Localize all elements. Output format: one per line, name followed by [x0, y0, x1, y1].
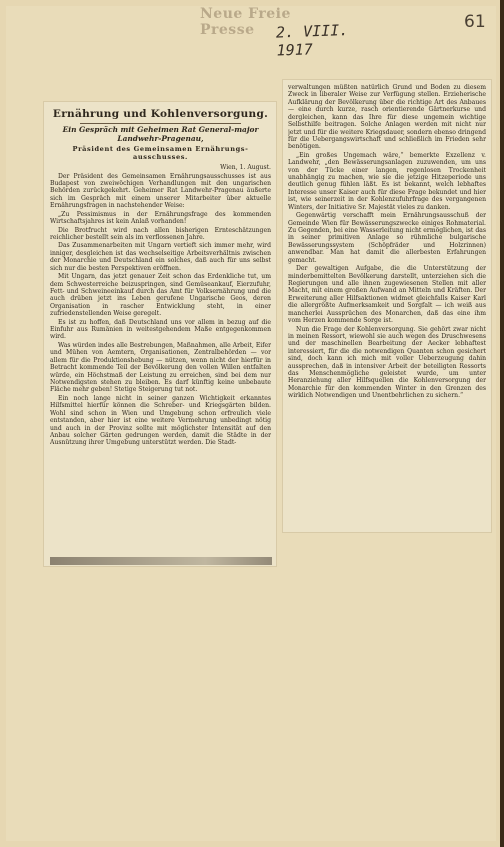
paragraph: Das Zusammenarbeiten mit Ungarn vertieft sich immer mehr, wird inniger, desgleichen ist das wechselseitige Arbeitsverhältnis zwischen der Monarchie und Deutschland ein solches, daß auch für uns selbst sich nur die besten Perspektiven eröffnen. — [50, 242, 271, 272]
paragraph: Ein noch lange nicht in seiner ganzen Wichtigkeit erkanntes Hilfsmittel hierfür können die Schreber- und Kriegsgärten bilden. Wohl sind schon in Wien und Umgebung schon erfreulich viele entstanden, aber hier ist eine weitere Vermehrung unbedingt nötig und auch in der Provinz sollte mit möglichster Intensität auf den Anbau solcher Gärten gedrungen werden, damit die Städte in der Ausnützung ihrer Umgebung unterstützt werden. Die Stadt- — [50, 394, 271, 447]
article-headline: Ernährung und Kohlenversorgung. — [52, 108, 269, 120]
ink-smudge — [50, 557, 272, 565]
paragraph: Der gewaltigen Aufgabe, die die Unterstützung der minderbemittelten Bevölkerung darstellt, unterziehen sich die Regierungen und alle ihnen zugewiesenen Stellen mit aller Macht, mit einem großen Aufwand an Mitteln und Kräften. Der Erweiterung aller Hilfsaktionen widmet gleichfalls Kaiser Karl die allergrößte Aufmerksamkeit und Sorgfalt — ich weiß aus mancherlei Aussprüchen des Monarchen, daß das eine ihm vom Herzen kommende Sorge ist. — [288, 265, 486, 325]
article-column-right — [288, 84, 486, 530]
sheet-edge — [500, 0, 504, 847]
paragraph: Die Brotfrucht wird nach allen bisherigen Ernteschätzungen reichlicher bestellt sein als im verflossenen Jahre. — [50, 226, 271, 241]
article-dateline: Wien, 1. August. — [220, 164, 271, 172]
paragraph: „Ein großes Ungemach wäre,“ bemerkte Exzellenz v. Landwehr, „den Bewässerungsanlagen zuzuwenden, um uns von der Tücke einer langen, regenlosen Trockenheit unabhängig zu machen, wie sie die jetzige Hitzeperiode uns deutlich genug fühlen läßt. Es ist bekannt, welch lebhaftes Interesse unser Kaiser auch für diese Frage bekundet und hier ist, wie seinerzeit in der Kohlenzufuhrfrage des vergangenen Winters, der Initiative Sr. Majestät vieles zu danken. — [288, 151, 486, 211]
paragraph: verwaltungen müßten natürlich Grund und Boden zu diesem Zweck in liberaler Weise zur Verfügung stellen. Erzieherische Aufklärung der Bevölkerung über die richtige Art des Anbaues — eine durch kurze, rasch orientierende Gärtnerkurse und dergleichen, kann das Ihre für diese ungemein wichtige Selbsthilfe beitragen. Solche Anlagen werden mit nicht nur jetzt und für die weitere Kriegsdauer, sondern ebenso dringend für die Uebergangswirtschaft und schließlich im Frieden sehr benötigen. — [288, 84, 486, 151]
folio-number: 61 — [464, 12, 486, 32]
paragraph: Was würden indes alle Bestrebungen, Maßnahmen, alle Arbeit, Eifer und Mühen von Aemtern, Organisationen, Zentralbehörden — vor allem für die Produktionshebung — nützen, wenn nicht der hierfür in Betracht kommende Teil der Bevölkerung den vollen Willen entfalten würde, ein Höchstmaß der Leistung zu erreichen, sind bei dem nur Notwendigsten stehen zu bleiben. Es darf künftig keine unbebaute Fläche mehr geben! Stetige Steigerung tut not. — [50, 341, 271, 394]
paragraph: Gegenwärtig verschafft mein Ernährungsausschuß der Gemeinde Wien für Bewässerungszwecke einiges Rohmaterial. Zu Gegenden, bei eine Wasserleitung nicht ermöglichen, ist das in seiner primitiven Anlage so rühmliche bulgarische Bewässerungssystem (Schöpfräder und Holzrinnen) anwendbar. Man hat damit die allerbesten Erfahrungen gemacht. — [288, 212, 486, 264]
newspaper-stamp: Neue Freie Presse — [200, 6, 291, 38]
article-subsubhead: Präsident des Gemeinsamen Ernährungs-ausschusses. — [72, 145, 249, 162]
paragraph: Nun die Frage der Kohlenversorgung. Sie gehört zwar nicht in meinen Ressort, wiewohl sie auch wegen des Druschwesens und der maschinellen Bearbeitung der Aecker lebhaftest interessiert, für die die notwendigen Quanten schon gesichert sind, doch kann ich mich mit voller Ueberzeugung dahin aussprechen, daß in intensiver Arbeit der beteiligten Ressorts das Menschenmögliche geleistet wurde, um unter Heranziehung aller Hilfsquellen die Kohlenversorgung der Monarchie für den kommenden Winter in den Grenzen des wirklich Notwendigen und Unentbehrlichen zu sichern.“ — [288, 325, 486, 400]
handwritten-date: 2. VIII. 1917 — [275, 21, 349, 60]
article-subhead: Ein Gespräch mit Geheimen Rat General-major Landwehr-Pragenau, — [62, 125, 259, 143]
paragraph: „Zu Pessimismus in der Ernährungsfrage des kommenden Wirtschaftsjahres ist kein Anlaß vorhanden! — [50, 210, 271, 226]
paragraph: Mit Ungarn, das jetzt genauer Zeit schon das Erdenkliche tut, um dem Schwesterreiche beizuspringen, sind Gemüseankauf, Eierzufuhr, Fett- und Schweineeinkauf durch das Amt für Volksernährung und die auch drüben jetzt ins Leben gerufene Ungarische Geos, deren Organisation in rascher Entwicklung steht, in einer zufriedenstellenden Weise geregelt. — [50, 273, 271, 318]
paragraph: Der Präsident des Gemeinsamen Ernährungsausschusses ist aus Budapest von zweiwöchigen Verhandlungen mit den ungarischen Behörden zurückgekehrt. Geheimer Rat Landwehr-Pragenau äußerte sich im Gespräch mit einem unserer Mitarbeiter über aktuelle Ernährungsfragen in nachstehender Weise: — [50, 172, 271, 210]
article-column-left — [50, 106, 271, 564]
paragraph: Es ist zu hoffen, daß Deutschland uns vor allem in bezug auf die Einfuhr aus Rumänien in weitestgehendem Maße entgegenkommen wird. — [50, 318, 271, 341]
headline-rule — [80, 123, 241, 124]
